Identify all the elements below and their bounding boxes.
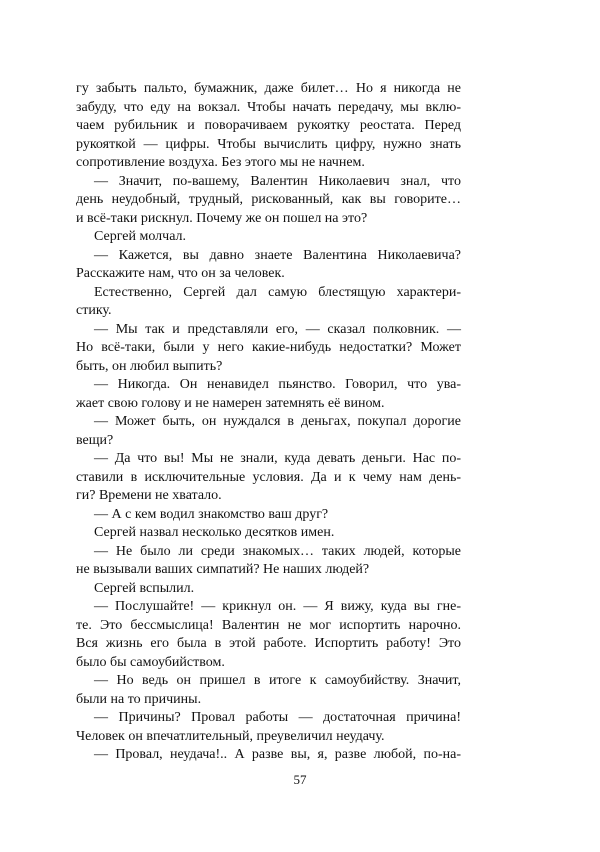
text-line: Сергей назвал несколько десятков имен. xyxy=(94,525,335,540)
text-line: вещи? xyxy=(76,432,114,448)
text-line: день неудобный, трудный, рискованный, как вы говорите… xyxy=(76,192,461,207)
text-line: было бы самоубийством. xyxy=(76,654,225,670)
text-line: — Значит, по-вашему, Валентин Николаевич знал, что xyxy=(94,173,461,189)
text-line: — Провал, неудача!.. А разве вы, я, разве любой, по-на- xyxy=(94,747,461,762)
text-line: Человек он впечатлительный, преувеличил неудачу. xyxy=(76,728,385,744)
text-line: — Кажется, вы давно знаете Валентина Николаевича? xyxy=(94,247,461,263)
text-line: стику. xyxy=(76,303,112,318)
text-line: ги? Времени не хватало. xyxy=(76,488,222,503)
text-line: рукояткой — цифры. Чтобы вычислить цифру, нужно знать xyxy=(76,136,461,152)
text-line: — Послушайте! — крикнул он. — Я вижу, куда вы гне- xyxy=(94,599,461,614)
text-line: Расскажите нам, что он за человек. xyxy=(76,266,285,281)
text-line: Вся жизнь его была в этой работе. Испортить работу! Это xyxy=(76,636,461,651)
text-line: — Причины? Провал работы — достаточная причина! xyxy=(94,710,461,725)
text-line: и всё-таки рискнул. Почему же он пошел на это? xyxy=(76,210,368,226)
page-text xyxy=(76,80,461,765)
text-line: — Да что вы! Мы не знали, куда девать деньги. Нас по- xyxy=(94,451,461,466)
text-line: — Может быть, он нуждался в деньгах, покупал дорогие xyxy=(94,414,461,429)
text-line: ставили в исключительные условия. Да и к чему нам день- xyxy=(76,469,461,485)
text-line: гу забыть пальто, бумажник, даже билет… Но я никогда не xyxy=(76,81,461,96)
text-line: чаем рубильник и поворачиваем рукоятку реостата. Перед xyxy=(76,118,461,133)
text-line: сопротивление воздуха. Без этого мы не начнем. xyxy=(76,155,365,170)
text-line: — Не было ли среди знакомых… таких людей, которые xyxy=(94,543,461,559)
text-line: — А с кем водил знакомство ваш друг? xyxy=(94,506,329,522)
text-line: Сергей молчал. xyxy=(94,229,187,244)
text-line: забуду, что еду на вокзал. Чтобы начать передачу, мы вклю- xyxy=(76,99,461,115)
text-line: жает свою голову и не намерен затемнять её вином. xyxy=(76,395,385,411)
text-line: — Но ведь он пришел в итоге к самоубийству. Значит, xyxy=(94,673,461,688)
text-line: Естественно, Сергей дал самую блестящую характери- xyxy=(94,284,461,300)
text-line: не вызывали ваших симпатий? Не наших людей? xyxy=(76,562,370,577)
text-line: Но всё-таки, были у него какие-нибудь недостатки? Может xyxy=(76,340,461,355)
text-line: те. Это бессмыслица! Валентин не мог испортить нарочно. xyxy=(76,617,461,633)
text-line: Сергей вспылил. xyxy=(94,580,195,596)
text-line: быть, он любил выпить? xyxy=(76,358,223,374)
text-line: — Никогда. Он ненавидел пьянство. Говорил, что ува- xyxy=(94,377,461,392)
page-number: 57 xyxy=(293,772,307,787)
text-line: — Мы так и представляли его, — сказал полковник. — xyxy=(94,321,461,337)
text-line: были на то причины. xyxy=(76,691,202,707)
